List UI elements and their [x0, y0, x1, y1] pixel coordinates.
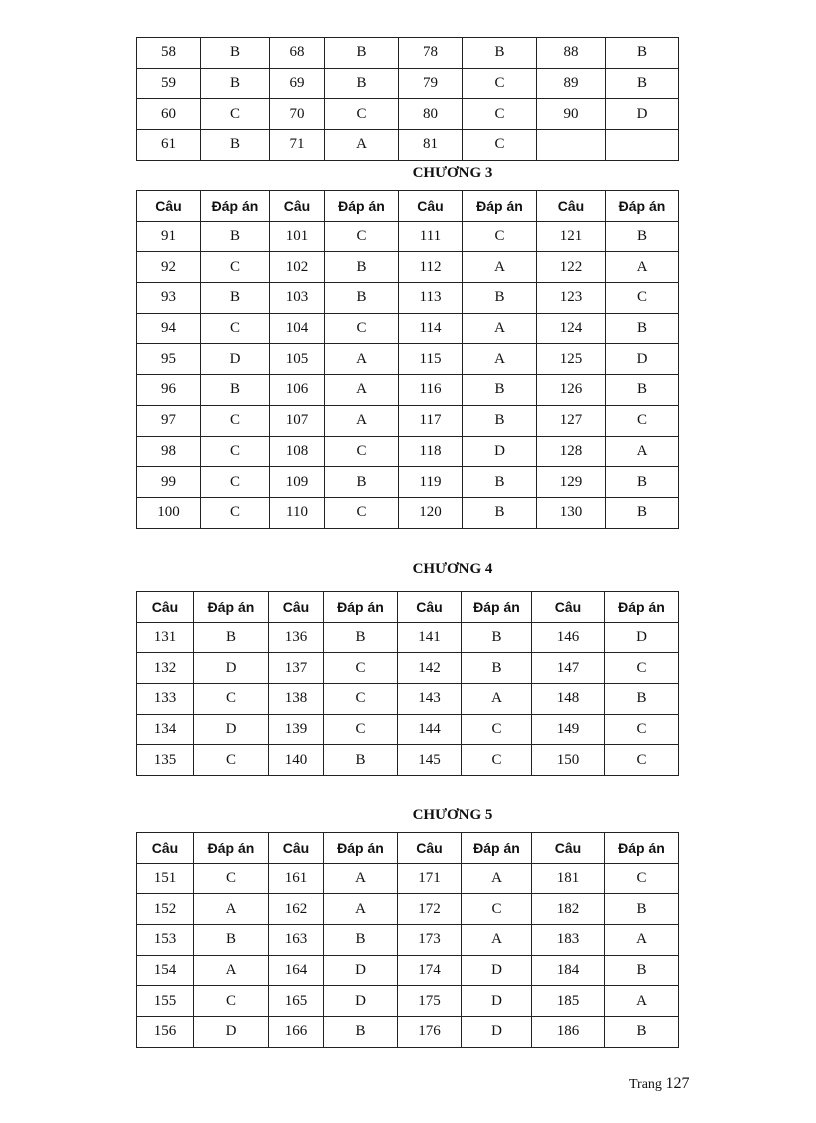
table-body	[137, 863, 679, 1047]
answer-cell: B	[194, 925, 269, 956]
question-number-cell: 117	[399, 405, 463, 436]
answer-cell: C	[201, 497, 270, 528]
question-number-cell: 89	[537, 68, 606, 99]
question-number-cell: 60	[137, 99, 201, 130]
question-number-cell: 133	[137, 684, 194, 715]
question-number-cell: 128	[537, 436, 606, 467]
page-value: 127	[665, 1075, 690, 1092]
table-row	[137, 1017, 679, 1048]
question-number-cell: 163	[269, 925, 324, 956]
question-column-header: Câu	[270, 191, 325, 222]
answer-cell: D	[324, 986, 398, 1017]
question-number-cell: 146	[532, 622, 605, 653]
answer-cell: B	[463, 497, 537, 528]
table-row	[137, 684, 679, 715]
question-number-cell: 173	[398, 925, 462, 956]
answer-cell: B	[325, 68, 399, 99]
answer-cell: C	[201, 436, 270, 467]
header-row	[137, 191, 679, 222]
answer-cell: B	[605, 1017, 679, 1048]
answer-cell: C	[324, 714, 398, 745]
question-number-cell: 149	[532, 714, 605, 745]
answer-cell: D	[462, 955, 532, 986]
answer-cell: B	[463, 283, 537, 314]
table-row	[137, 497, 679, 528]
question-number-cell: 182	[532, 894, 605, 925]
question-number-cell: 100	[137, 497, 201, 528]
question-number-cell: 111	[399, 221, 463, 252]
question-number-cell: 127	[537, 405, 606, 436]
table-body	[137, 38, 679, 161]
answer-cell: C	[194, 986, 269, 1017]
table-row	[137, 467, 679, 498]
question-column-header: Câu	[532, 592, 605, 623]
question-number-cell: 81	[399, 130, 463, 161]
answer-cell: D	[462, 1017, 532, 1048]
table-row	[137, 436, 679, 467]
answer-cell: B	[463, 405, 537, 436]
question-number-cell: 144	[398, 714, 462, 745]
question-column-header: Câu	[137, 191, 201, 222]
question-number-cell: 105	[270, 344, 325, 375]
question-number-cell: 183	[532, 925, 605, 956]
answer-cell: B	[606, 467, 679, 498]
table-row	[137, 405, 679, 436]
table-header	[137, 191, 679, 222]
answer-cell: D	[606, 99, 679, 130]
answer-cell: C	[325, 99, 399, 130]
answer-cell: B	[463, 38, 537, 69]
answer-cell: C	[463, 99, 537, 130]
question-number-cell: 99	[137, 467, 201, 498]
question-number-cell: 176	[398, 1017, 462, 1048]
answer-cell: B	[606, 313, 679, 344]
question-number-cell: 116	[399, 375, 463, 406]
answer-cell: B	[605, 684, 679, 715]
answer-column-header: Đáp án	[324, 592, 398, 623]
answer-cell: B	[201, 38, 270, 69]
answer-cell: C	[201, 467, 270, 498]
question-number-cell: 155	[137, 986, 194, 1017]
answer-cell: B	[325, 283, 399, 314]
question-number-cell: 184	[532, 955, 605, 986]
page-label: Trang	[629, 1077, 662, 1092]
table-row	[137, 986, 679, 1017]
question-number-cell: 166	[269, 1017, 324, 1048]
question-number-cell: 174	[398, 955, 462, 986]
question-number-cell: 92	[137, 252, 201, 283]
answer-cell: C	[605, 653, 679, 684]
answer-cell: C	[325, 497, 399, 528]
answer-cell: A	[462, 863, 532, 894]
question-number-cell: 164	[269, 955, 324, 986]
answer-cell: D	[606, 344, 679, 375]
question-number-cell: 102	[270, 252, 325, 283]
question-column-header: Câu	[137, 592, 194, 623]
answer-table-continued	[136, 37, 679, 161]
answer-cell: B	[324, 745, 398, 776]
answer-cell: A	[324, 863, 398, 894]
question-number-cell: 78	[399, 38, 463, 69]
answer-column-header: Đáp án	[194, 592, 269, 623]
question-column-header: Câu	[269, 833, 324, 864]
question-number-cell: 113	[399, 283, 463, 314]
answer-cell	[606, 130, 679, 161]
answer-cell: A	[606, 436, 679, 467]
answer-cell: C	[606, 283, 679, 314]
question-number-cell: 79	[399, 68, 463, 99]
page-number	[629, 1075, 689, 1093]
question-number-cell: 126	[537, 375, 606, 406]
question-number-cell: 139	[269, 714, 324, 745]
answer-cell: B	[605, 955, 679, 986]
question-number-cell: 91	[137, 221, 201, 252]
question-number-cell: 58	[137, 38, 201, 69]
question-number-cell: 90	[537, 99, 606, 130]
question-number-cell: 134	[137, 714, 194, 745]
header-row	[137, 833, 679, 864]
question-number-cell: 59	[137, 68, 201, 99]
answer-cell: D	[605, 622, 679, 653]
question-number-cell: 186	[532, 1017, 605, 1048]
question-column-header: Câu	[537, 191, 606, 222]
question-number-cell: 165	[269, 986, 324, 1017]
answer-cell: D	[463, 436, 537, 467]
question-number-cell: 103	[270, 283, 325, 314]
question-number-cell: 115	[399, 344, 463, 375]
answer-cell: B	[325, 252, 399, 283]
answer-cell: A	[605, 925, 679, 956]
question-number-cell: 181	[532, 863, 605, 894]
answer-column-header: Đáp án	[201, 191, 270, 222]
question-number-cell: 175	[398, 986, 462, 1017]
table-row	[137, 99, 679, 130]
question-number-cell: 109	[270, 467, 325, 498]
table-row	[137, 622, 679, 653]
question-number-cell: 185	[532, 986, 605, 1017]
chapter-4-title: CHƯƠNG 4	[412, 561, 493, 577]
question-number-cell: 107	[270, 405, 325, 436]
question-column-header: Câu	[137, 833, 194, 864]
question-number-cell: 114	[399, 313, 463, 344]
answer-cell: A	[325, 375, 399, 406]
question-number-cell: 112	[399, 252, 463, 283]
table-body	[137, 622, 679, 775]
answer-cell: C	[605, 863, 679, 894]
answer-cell: C	[194, 745, 269, 776]
question-number-cell: 101	[270, 221, 325, 252]
question-number-cell: 61	[137, 130, 201, 161]
question-number-cell: 95	[137, 344, 201, 375]
table-body	[137, 221, 679, 528]
answer-cell: D	[194, 653, 269, 684]
question-number-cell: 123	[537, 283, 606, 314]
answer-cell: A	[463, 252, 537, 283]
answer-cell: A	[324, 894, 398, 925]
answer-column-header: Đáp án	[606, 191, 679, 222]
answer-column-header: Đáp án	[325, 191, 399, 222]
answer-cell: D	[462, 986, 532, 1017]
question-number-cell: 141	[398, 622, 462, 653]
answer-column-header: Đáp án	[194, 833, 269, 864]
header-row	[137, 592, 679, 623]
answer-cell: B	[201, 130, 270, 161]
answer-cell: C	[325, 313, 399, 344]
answer-cell: B	[606, 221, 679, 252]
table-row	[137, 714, 679, 745]
question-number-cell: 106	[270, 375, 325, 406]
answer-cell: A	[194, 894, 269, 925]
answer-cell: C	[201, 99, 270, 130]
answer-column-header: Đáp án	[462, 833, 532, 864]
question-number-cell: 108	[270, 436, 325, 467]
question-number-cell: 93	[137, 283, 201, 314]
answer-cell: B	[606, 375, 679, 406]
question-number-cell: 172	[398, 894, 462, 925]
question-number-cell: 148	[532, 684, 605, 715]
answer-cell: B	[606, 38, 679, 69]
answer-column-header: Đáp án	[463, 191, 537, 222]
question-number-cell: 118	[399, 436, 463, 467]
question-number-cell: 88	[537, 38, 606, 69]
question-number-cell: 119	[399, 467, 463, 498]
table-row	[137, 221, 679, 252]
answer-cell: B	[324, 1017, 398, 1048]
answer-cell: B	[462, 653, 532, 684]
question-number-cell: 80	[399, 99, 463, 130]
answer-cell: D	[201, 344, 270, 375]
answer-cell: C	[605, 745, 679, 776]
answer-cell: C	[462, 745, 532, 776]
question-number-cell: 171	[398, 863, 462, 894]
question-number-cell: 145	[398, 745, 462, 776]
answer-cell: B	[194, 622, 269, 653]
question-number-cell: 161	[269, 863, 324, 894]
table-row	[137, 894, 679, 925]
question-number-cell: 97	[137, 405, 201, 436]
answer-cell: C	[325, 221, 399, 252]
question-number-cell: 147	[532, 653, 605, 684]
table-row	[137, 68, 679, 99]
answer-cell: B	[324, 622, 398, 653]
chapter-3-answer-table	[136, 190, 679, 529]
answer-cell: B	[201, 283, 270, 314]
answer-column-header: Đáp án	[324, 833, 398, 864]
answer-cell: A	[606, 252, 679, 283]
question-number-cell: 125	[537, 344, 606, 375]
answer-cell: D	[324, 955, 398, 986]
answer-cell: D	[194, 1017, 269, 1048]
answer-cell: C	[324, 653, 398, 684]
question-column-header: Câu	[399, 191, 463, 222]
question-number-cell: 129	[537, 467, 606, 498]
question-number-cell: 122	[537, 252, 606, 283]
question-number-cell: 104	[270, 313, 325, 344]
table-row	[137, 925, 679, 956]
question-number-cell: 162	[269, 894, 324, 925]
answer-cell: C	[463, 130, 537, 161]
question-number-cell: 140	[269, 745, 324, 776]
answer-cell: B	[606, 497, 679, 528]
answer-cell: C	[463, 68, 537, 99]
question-number-cell: 68	[270, 38, 325, 69]
answer-cell: C	[201, 405, 270, 436]
table-row	[137, 252, 679, 283]
table-row	[137, 653, 679, 684]
table-header	[137, 592, 679, 623]
question-column-header: Câu	[398, 592, 462, 623]
answer-cell: A	[325, 130, 399, 161]
question-column-header: Câu	[532, 833, 605, 864]
question-number-cell: 142	[398, 653, 462, 684]
answer-cell: C	[201, 252, 270, 283]
answer-cell: C	[605, 714, 679, 745]
question-number-cell: 153	[137, 925, 194, 956]
question-number-cell: 94	[137, 313, 201, 344]
answer-cell: A	[462, 925, 532, 956]
answer-column-header: Đáp án	[462, 592, 532, 623]
question-number-cell: 71	[270, 130, 325, 161]
answer-cell: C	[606, 405, 679, 436]
table-row	[137, 313, 679, 344]
question-number-cell: 150	[532, 745, 605, 776]
question-column-header: Câu	[398, 833, 462, 864]
answer-cell: D	[194, 714, 269, 745]
question-number-cell: 135	[137, 745, 194, 776]
question-number-cell: 152	[137, 894, 194, 925]
question-number-cell: 130	[537, 497, 606, 528]
answer-cell: B	[606, 68, 679, 99]
question-number-cell: 151	[137, 863, 194, 894]
answer-cell: C	[463, 221, 537, 252]
answer-cell: B	[325, 467, 399, 498]
table-row	[137, 863, 679, 894]
chapter-5-title: CHƯƠNG 5	[412, 807, 493, 823]
answer-cell: C	[194, 863, 269, 894]
answer-cell: C	[201, 313, 270, 344]
table-row	[137, 283, 679, 314]
question-number-cell: 98	[137, 436, 201, 467]
answer-cell: B	[462, 622, 532, 653]
answer-cell: B	[201, 68, 270, 99]
question-number-cell: 124	[537, 313, 606, 344]
question-column-header: Câu	[269, 592, 324, 623]
answer-cell: A	[463, 313, 537, 344]
table-row	[137, 344, 679, 375]
answer-cell: A	[462, 684, 532, 715]
answer-cell: B	[463, 375, 537, 406]
answer-cell: B	[325, 38, 399, 69]
answer-cell: B	[201, 221, 270, 252]
answer-cell: C	[324, 684, 398, 715]
table-header	[137, 833, 679, 864]
answer-cell: B	[463, 467, 537, 498]
question-number-cell: 110	[270, 497, 325, 528]
answer-column-header: Đáp án	[605, 592, 679, 623]
answer-cell: C	[462, 714, 532, 745]
answer-cell: B	[605, 894, 679, 925]
question-number-cell: 143	[398, 684, 462, 715]
answer-cell: A	[463, 344, 537, 375]
answer-cell: A	[194, 955, 269, 986]
answer-cell: B	[201, 375, 270, 406]
answer-cell: C	[325, 436, 399, 467]
question-number-cell: 154	[137, 955, 194, 986]
answer-column-header: Đáp án	[605, 833, 679, 864]
question-number-cell: 96	[137, 375, 201, 406]
question-number-cell: 138	[269, 684, 324, 715]
table-row	[137, 745, 679, 776]
answer-cell: B	[324, 925, 398, 956]
question-number-cell: 70	[270, 99, 325, 130]
answer-cell: A	[325, 405, 399, 436]
answer-cell: C	[194, 684, 269, 715]
chapter-3-title: CHƯƠNG 3	[412, 165, 493, 181]
table-row	[137, 375, 679, 406]
chapter-4-answer-table	[136, 591, 679, 776]
question-number-cell: 120	[399, 497, 463, 528]
question-number-cell	[537, 130, 606, 161]
table-row	[137, 38, 679, 69]
question-number-cell: 69	[270, 68, 325, 99]
table-row	[137, 955, 679, 986]
answer-cell: C	[462, 894, 532, 925]
question-number-cell: 132	[137, 653, 194, 684]
question-number-cell: 121	[537, 221, 606, 252]
question-number-cell: 136	[269, 622, 324, 653]
question-number-cell: 156	[137, 1017, 194, 1048]
table-row	[137, 130, 679, 161]
answer-cell: A	[605, 986, 679, 1017]
question-number-cell: 131	[137, 622, 194, 653]
question-number-cell: 137	[269, 653, 324, 684]
chapter-5-answer-table	[136, 832, 679, 1048]
answer-cell: A	[325, 344, 399, 375]
